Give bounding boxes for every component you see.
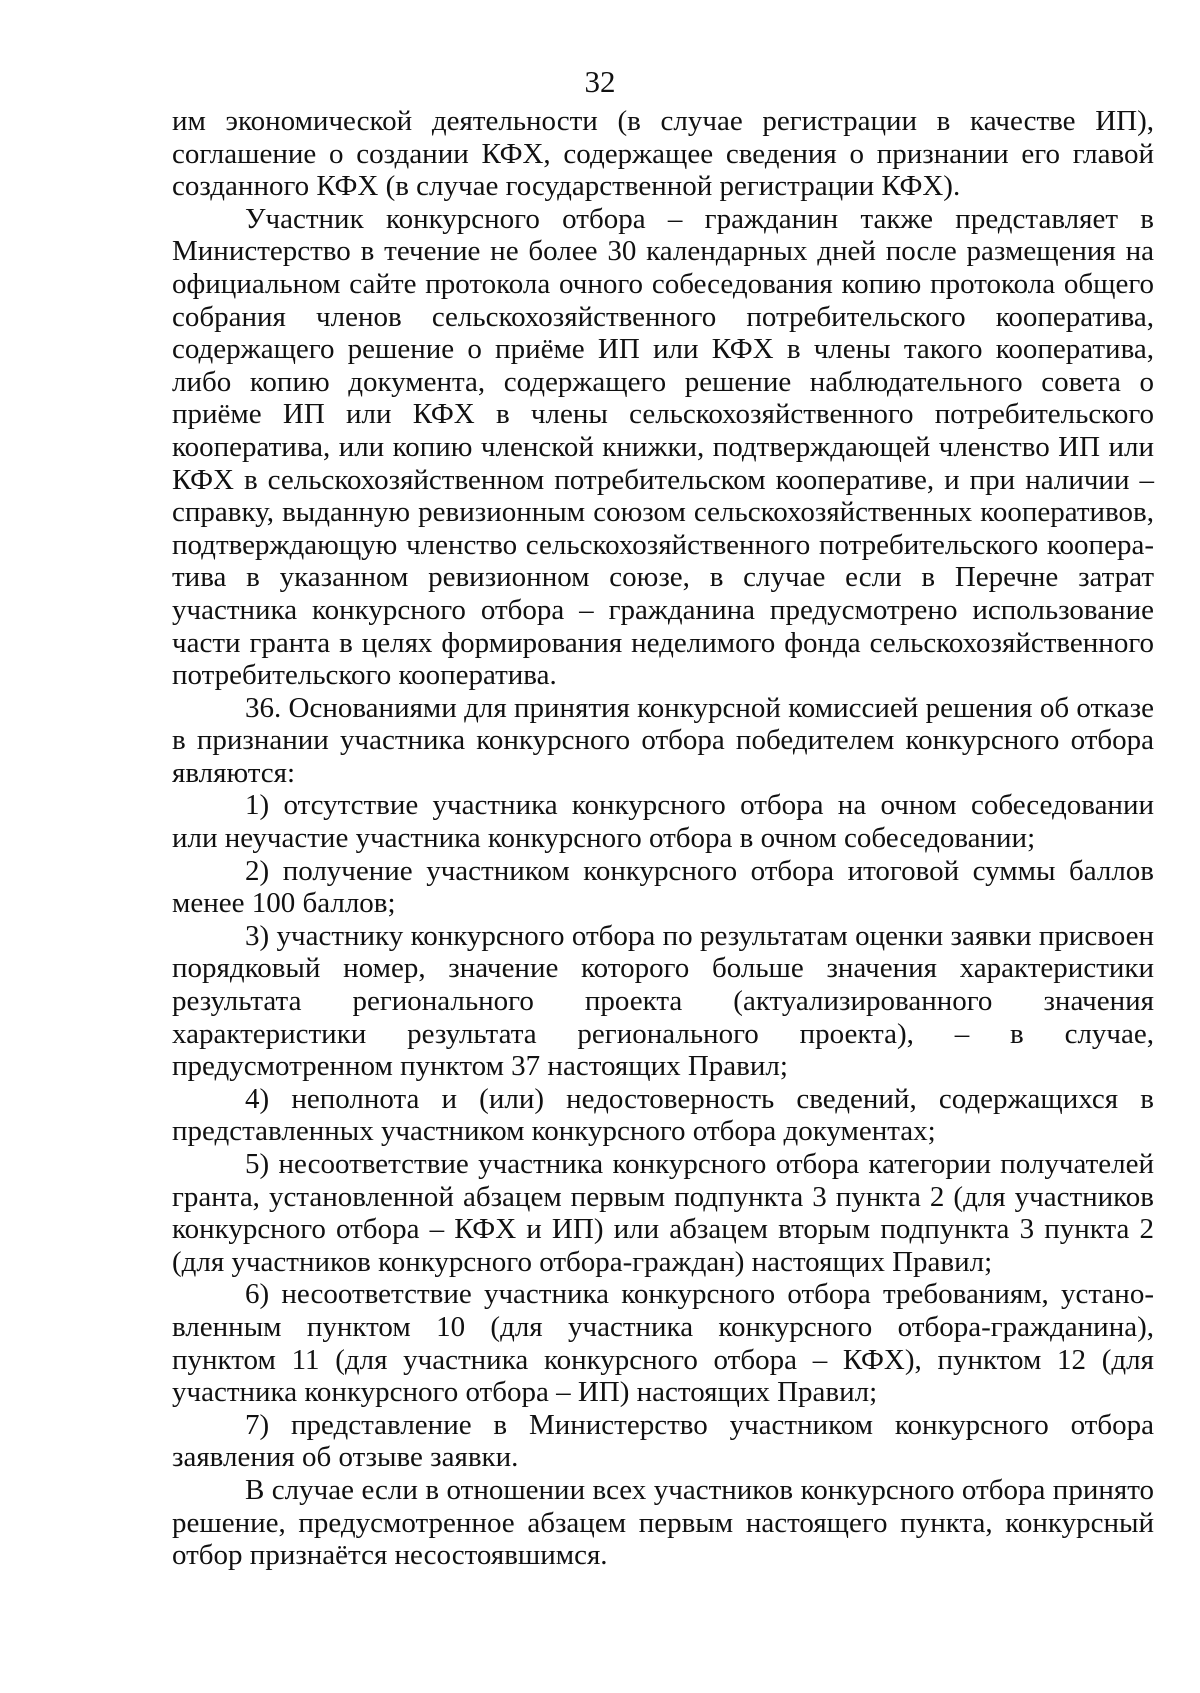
list-item-2: 2) получение участником конкурсного отбора итоговой суммы баллов менее 100 баллов; (172, 854, 1154, 920)
body-text (172, 105, 1154, 1572)
list-item-3: 3) участнику конкурсного отбора по результатам оценки заявки присвоен порядковый номер, значение которого больше значения характеристики результата регионального проекта (актуализированного значения характеристики результата регионального проекта), – в случае, предусмотренном пунктом 37 настоящих Правил; (172, 919, 1154, 1083)
paragraph-final: В случае если в отношении всех участников конкурсного отбора принято решение, предусмотренное абзацем первым настоящего пункта, конкурсный отбор признаётся несостоявшимся. (172, 1473, 1154, 1572)
paragraph-item-36: 36. Основаниями для принятия конкурсной комиссией решения об отказе в признании участника конкурсного отбора победителем конкурсного отбора являются: (172, 691, 1154, 789)
list-item-4: 4) неполнота и (или) недостоверность сведений, содержащихся в представленных участником конкурсного отбора документах; (172, 1082, 1154, 1148)
page-number: 32 (584, 64, 616, 99)
paragraph-continuation: им экономической деятельности (в случае регистрации в качестве ИП), соглашение о создании КФХ, содержащее сведения о признании его главой созданного КФХ (в случае государственной регистрации КФХ). (172, 105, 1154, 203)
list-item-1: 1) отсутствие участника конкурсного отбора на очном собеседовании или неучастие участника конкурсного отбора в очном собеседовании; (172, 789, 1154, 855)
list-item-5: 5) несоответствие участника конкурсного отбора категории получателей гранта, установленной абзацем первым подпункта 3 пункта 2 (для участников конкурсного отбора – КФХ и ИП) или абзацем вторым подпункта 3 пункта 2 (для участников конкурсного отбора-граждан) настоящих Правил; (172, 1148, 1154, 1278)
list-item-6: 6) несоответствие участника конкурсного отбора требованиям, установленным пунктом 10 (для участника конкурсного отбора-гражданина), пунктом 11 (для участника конкурсного отбора – КФХ), пунктом 12 (для участника конкурсного отбора – ИП) настоящих Правил; (172, 1278, 1154, 1409)
paragraph-participant-citizen: Участник конкурсного отбора – гражданин также представляет в Министерство в течение не более 30 календарных дней после размещения на официальном сайте протокола очного собеседования копию протокола общего собрания членов сельскохозяйственного потребительского кооператива, содержащего решение о приёме ИП или КФХ в члены такого кооператива, либо копию документа, содержащего решение наблюдательного совета о приёме ИП или КФХ в члены сельскохозяйственного потребительского кооператива, или копию членской книжки, подтверждающей членство ИП или КФХ в сельскохозяйственном потребительском кооперативе, и при наличии – справку, выданную ревизионным союзом сельскохозяйственных кооперативов, подтверждающую членство сельскохозяйственного потребительского кооператива в указанном ревизионном союзе, в случае если в Перечне затрат участника конкурсного отбора – гражданина предусмотрено использование части гранта в целях формирования неделимого фонда сельскохозяйственного потребительского кооператива. (172, 202, 1154, 692)
list-item-7: 7) представление в Министерство участником конкурсного отбора заявления об отзыве заявки. (172, 1408, 1154, 1474)
